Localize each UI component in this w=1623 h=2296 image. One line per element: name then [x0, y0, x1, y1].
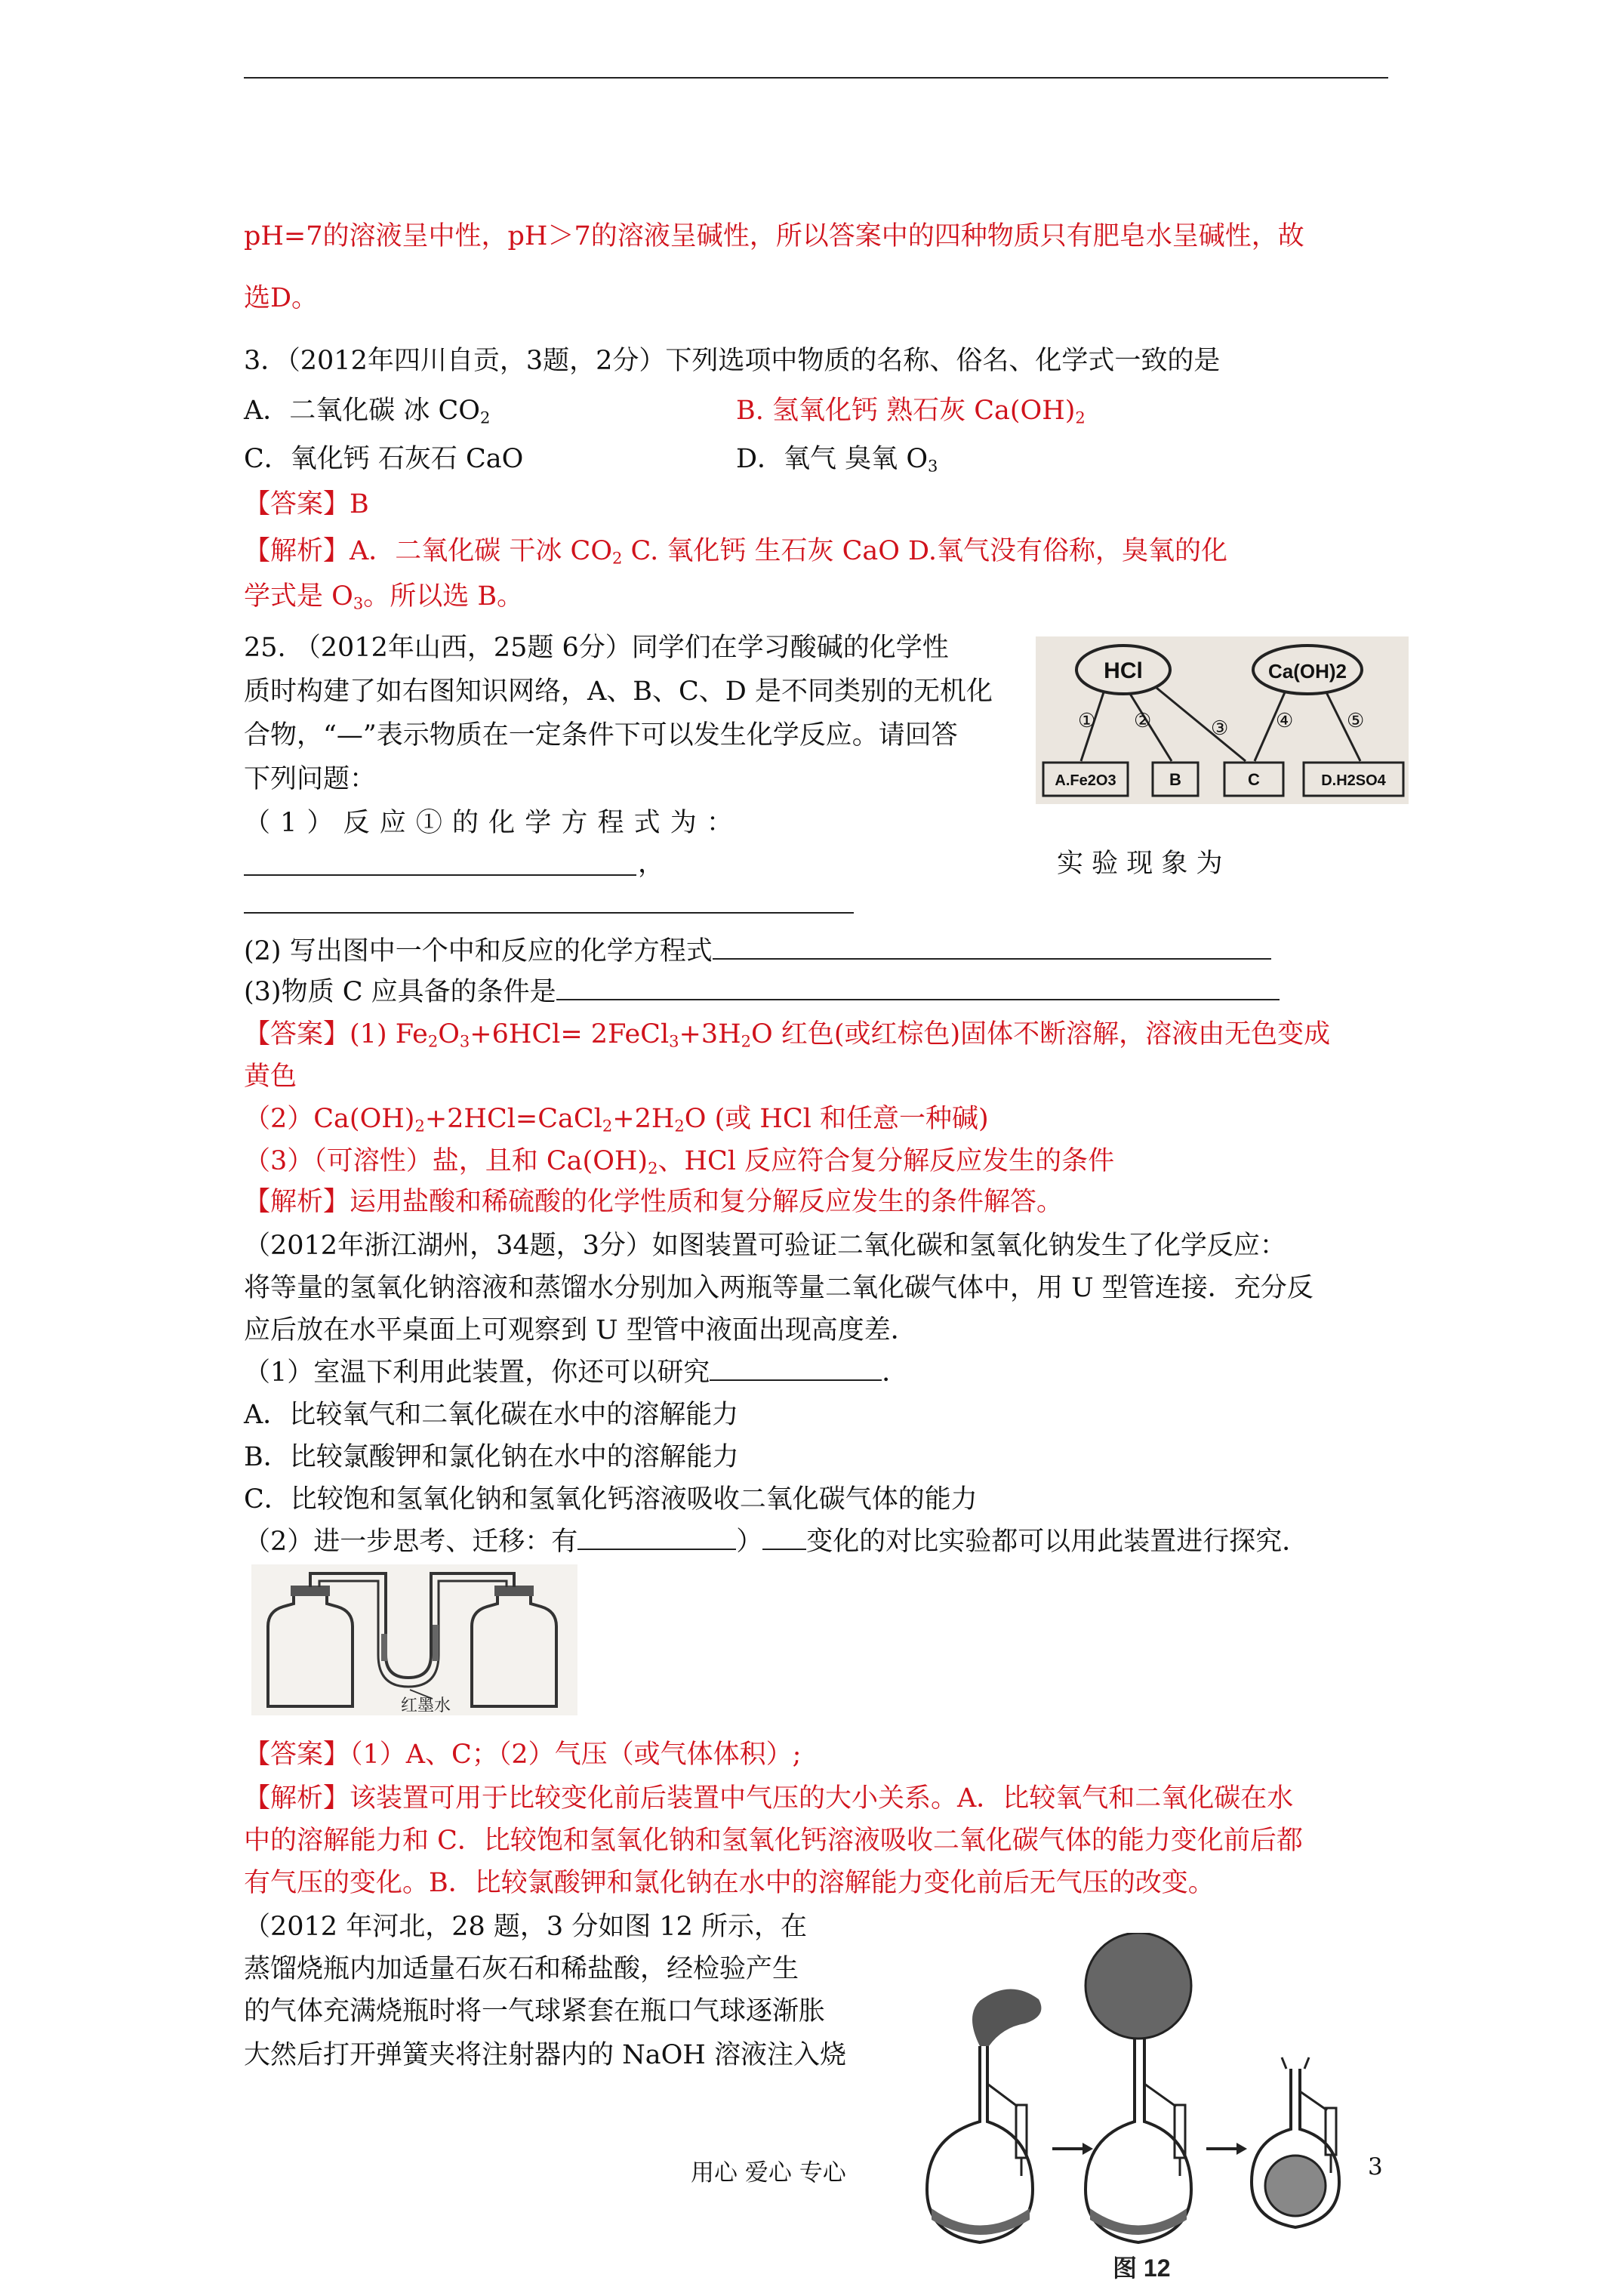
answer-25-cont: 黄色 [244, 1062, 297, 1092]
option-d: D．氧气 臭氧 $O_3$ [736, 444, 938, 476]
question-3: 3．（2012年四川自贡，3题，2分）下列选项中物质的名称、俗名、化学式一致的是 [244, 346, 1221, 376]
question-hebei-line: 的气体充满烧瓶时将一气球紧套在瓶口气球逐渐胀 [244, 1996, 826, 2026]
answer-blank [244, 874, 636, 876]
option-c: C．比较饱和氢氧化钠和氢氧化钙溶液吸收二氧化碳气体的能力 [244, 1484, 978, 1515]
question-25-line: 质时构建了如右图知识网络，A、B、C、D 是不同类别的无机化 [244, 676, 993, 707]
question-hebei-line: 蒸馏烧瓶内加适量石灰石和稀盐酸，经检验产生 [244, 1954, 799, 1984]
option-c: C．氧化钙 石灰石 CaO [244, 444, 524, 474]
explanation-3-cont: 学式是 $O_3$。所以选 B。 [244, 581, 524, 613]
edge-label: ① [1078, 710, 1096, 732]
option-a: A．比较氧气和二氧化碳在水中的溶解能力 [244, 1400, 739, 1430]
question-25-line: 下列问题： [244, 764, 377, 794]
node-caoh2: Ca(OH)2 [1267, 660, 1347, 683]
explanation-huzhou: 【解析】该装置可用于比较变化前后装置中气压的大小关系。A．比较氧气和二氧化碳在水 [244, 1783, 1294, 1814]
node-hcl: HCl [1104, 658, 1143, 683]
option-a: A．二氧化碳 冰 $CO_2$ [244, 396, 491, 427]
edge-label: ③ [1211, 717, 1229, 740]
question-huzhou-line: 将等量的氢氧化钠溶液和蒸馏水分别加入两瓶等量二氧化碳气体中，用 U 型管连接．充分反 [244, 1273, 1313, 1303]
option-b: B. 氢氧化钙 熟石灰 $Ca(OH)_2$ [736, 396, 1086, 427]
text-line: pH=7的溶液呈中性，pH＞7的溶液呈碱性，所以答案中的四种物质只有肥皂水呈碱性，故 [244, 221, 1304, 251]
option-b: B．比较氯酸钾和氯化钠在水中的溶解能力 [244, 1442, 739, 1472]
question-25-comma: ， [638, 849, 665, 879]
figure-12 [904, 1933, 1366, 2288]
box-c: C [1248, 770, 1260, 789]
red-ink-label: 红墨水 [401, 1697, 451, 1715]
explanation-25: 【解析】运用盐酸和稀硫酸的化学性质和复分解反应发生的条件解答。 [244, 1187, 1064, 1217]
box-b: B [1169, 770, 1181, 789]
footer-motto: 用心 爱心 专心 [691, 2159, 846, 2187]
question-25-part3: (3)物质 C 应具备的条件是 [244, 971, 1280, 1009]
answer-25-part2: $(2)Ca(OH)_2+2HCl=CaCl_2+2H_2O$ (或 HCl 和任意一种碱) [244, 1104, 989, 1136]
knowledge-network-figure [1036, 636, 1409, 804]
question-25-line: 合物，“—”表示物质在一定条件下可以发生化学反应。请回答 [244, 720, 958, 750]
question-hebei-line: 大然后打开弹簧夹将注射器内的 NaOH 溶液注入烧 [244, 2040, 846, 2070]
question-hebei: （2012 年河北，28 题，3 分如图 12 所示，在 [244, 1912, 808, 1942]
text-line: 选D。 [244, 283, 319, 313]
page-number: 3 [1368, 2153, 1383, 2180]
u-tube-apparatus-figure [251, 1564, 577, 1715]
answer-25: 【答案】(1) $Fe_2O_3+6HCl=$ $2FeCl_3+3H_2O$ 红色(或红棕色)固体不断溶解，溶液由无色变成 [244, 1019, 1331, 1051]
answer-25-part3: （3）（可溶性）盐，且和 $Ca(OH)_2$、HCl 反应符合复分解反应发生的条件 [244, 1146, 1115, 1178]
question-huzhou-line: 应后放在水平桌面上可观察到 U 型管中液面出现高度差． [244, 1315, 917, 1345]
edge-label: ⑤ [1347, 710, 1365, 732]
explanation-huzhou-line: 有气压的变化。B．比较氯酸钾和氯化钠在水中的溶解能力变化前后无气压的改变。 [244, 1868, 1215, 1898]
edge-label: ④ [1276, 710, 1294, 732]
question-25: 25. （2012年山西，25题 6分）同学们在学习酸碱的化学性 [244, 633, 949, 663]
figure-12-caption: 图 12 [1113, 2254, 1171, 2282]
question-huzhou-part2: （2）进一步思考、迁移：有 ） 变化的对比实验都可以用此装置进行探究． [244, 1527, 1309, 1557]
edge-label: ② [1134, 710, 1152, 732]
answer-blank [244, 912, 854, 914]
explanation-huzhou-line: 中的溶解能力和 C．比较饱和氢氧化钠和氢氧化钙溶液吸收二氧化碳气体的能力变化前后都 [244, 1826, 1303, 1856]
answer-3: 【答案】B [244, 489, 369, 519]
question-huzhou-part1: （1）室温下利用此装置，你还可以研究 ． [244, 1358, 909, 1388]
question-25-part1: （ 1 ） 反 应 ① 的 化 学 方 程 式 为 ： [244, 808, 734, 838]
box-a: A.Fe2O3 [1055, 772, 1116, 789]
box-d: D.H2SO4 [1321, 772, 1386, 789]
question-25-part2: (2) 写出图中一个中和反应的化学方程式 [244, 930, 1271, 968]
header-rule [244, 77, 1388, 79]
explanation-3: 【解析】A．二氧化碳 干冰 $CO_2$ C. 氧化钙 生石灰 CaO D.氧气没有俗称，臭氧的化 [244, 536, 1227, 568]
answer-huzhou: 【答案】（1）A、C；（2）气压（或气体体积）; [244, 1740, 802, 1770]
question-huzhou: （2012年浙江湖州，34题，3分）如图装置可验证二氧化碳和氢氧化钠发生了化学反应： [244, 1231, 1286, 1261]
question-25-phenomenon: 实 验 现 象 为 [1057, 849, 1223, 879]
